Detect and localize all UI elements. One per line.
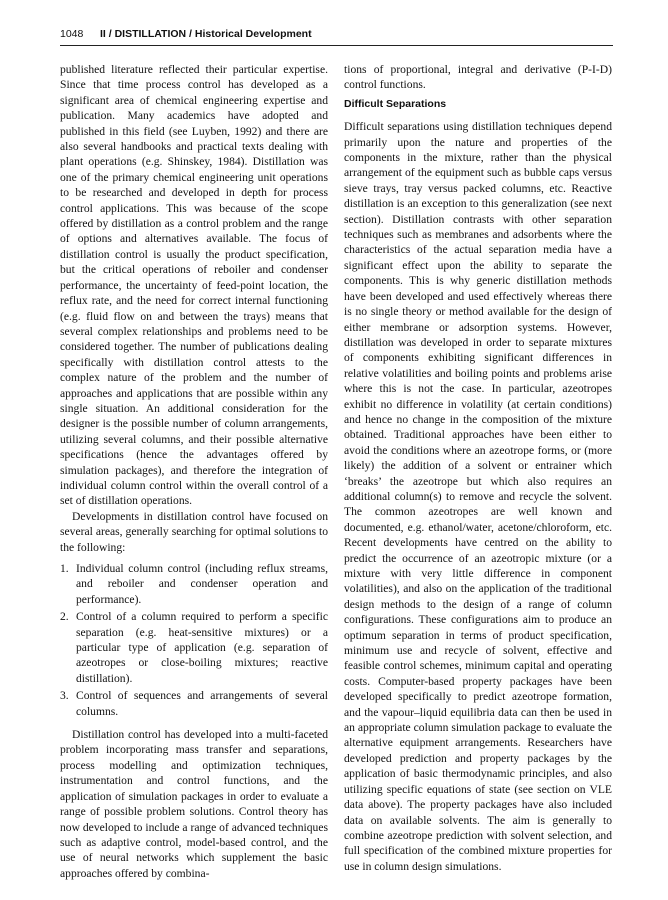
list-text: Control of sequences and arrangements of several columns. [76,689,328,718]
running-head [60,28,610,44]
list-item [60,688,328,719]
section-title: II / DISTILLATION / Historical Development [100,28,312,40]
page-number: 1048 [60,28,84,40]
left-column [60,62,328,881]
list-number: 2. [60,610,69,624]
list-item [60,609,328,686]
right-paragraph-1: tions of proportional, integral and derivative (P-I-D) control functions. [344,63,612,92]
left-paragraph-3: Distillation control has developed into a multi-faceted problem incorporating mass transfer and separations, process modelling and optimization techniques, instrumentation and control functions, and the application of simulation packages in order to evaluate a range of possible problem solutions. Control theory has now developed to include a range of advanced techniques such as adaptive control, model-based control, and the use of neural networks which supplement the basic approaches offered by combina- [60,728,328,880]
right-column [344,62,612,874]
left-paragraph-2: Developments in distillation control have focused on several areas, generally searching for optimal solutions to the following: [60,509,328,554]
section-heading: Difficult Separations [344,97,447,110]
list-item [60,561,328,607]
numbered-list [60,561,328,719]
left-paragraph-1: published literature reflected their particular expertise. Since that time process control has developed as a significant area of chemical engineering expertise and publication. Many academics have adopted and published in this field (see Luyben, 1992) and there are also several handbooks and practical texts dealing with plant operations (e.g. Shinskey, 1984). Distillation was one of the primary chemical engineering unit operations to be researched and developed in depth for process control applications. This was because of the scope offered by distillation as a control problem and the range of options and alternatives available. The focus of distillation control is usually the product specification, but the critical operations of reboiler and condenser performance, the uncertainty of feed-point location, the reflux rate, and the need for correct internal functioning (e.g. fluid flow on and between the trays) means that several complex relationships and problems need to be considered together. The number of publications dealing specifically with distillation control attests to the complex nature of the problem and the number of approaches and applications that are possible within any single situation. An additional consideration for the designer is the possible number of column arrangements, utilizing several columns, and their possible alternative specifications (hence the advantages offered by simulation packages), and therefore the integration of individual column control within the overall control of a set of distillation operations. [60,63,328,508]
list-text: Individual column control (including reflux streams, and reboiler and condenser operation and performance). [76,562,328,606]
list-text: Control of a column required to perform a specific separation (e.g. heat-sensitive mixtures) or a particular type of application (e.g. separation of azeotropes or close-boiling mixtures; reactive distillation). [76,610,328,685]
list-number: 1. [60,562,69,575]
list-number: 3. [60,689,69,703]
header-rule [60,45,613,46]
right-paragraph-2: Difficult separations using distillation techniques depend primarily upon the nature and properties of the components in the mixture, rather than the physical arrangement of the equipment such as bubble caps versus sieve trays, tray versus packed columns, etc. Reactive distillation is an exception to this generalization (see next section). Distillation contrasts with other separation techniques such as membranes and adsorbents where the characteristics of the actual separation media have a significant effect upon the ability to separate the components. This is why generic distillation methods have been developed and used effectively whereas there is no single theory or method available for the design of either membrane or adsorption systems. However, distillation was developed in order to separate mixtures of components exhibiting significant differences in relative volatilities and boiling points and problems arise where this is not the case. In particular, azeotropes exhibit no difference in volatility (at certain conditions) and hence no change in the composition of the mixture obtained. Traditional approaches have been either to avoid the conditions where an azeotrope forms, or (more likely) the addition of a solvent or entrainer which ‘breaks’ the azeotrope but which also requires an additional column(s) to remove and recycle the solvent. The common azeotropes are well known and documented, e.g. ethanol/water, acetone/chloroform, etc. Recent developments have centred on the ability to predict the occurrence of an azeotropic mixture (or a mixture with very little difference in component volatilities), and also on the application of the traditional design methods to the design of a range of column configurations. These configurations aim to produce an optimum separation in terms of product specification, minimum use and recycle of solvent, effective and feasible control schemes, minimum capital and operating costs. Computer-based property packages have been developed specifically to predict azeotrope formation, and the vapour–liquid equilibria data can then be used in an appropriate column simulation package to evaluate the alternative equipment arrangements. Researchers have developed prediction and property packages by the application of basic thermodynamic principles, and also utilizing specific equations of state (see section on VLE data above). The property packages have also included data on available solvents. The aim is generally to combine azeotrope prediction with solvent selection, and full specification of the combined mixture properties for use in column design simulations. [344,120,612,873]
